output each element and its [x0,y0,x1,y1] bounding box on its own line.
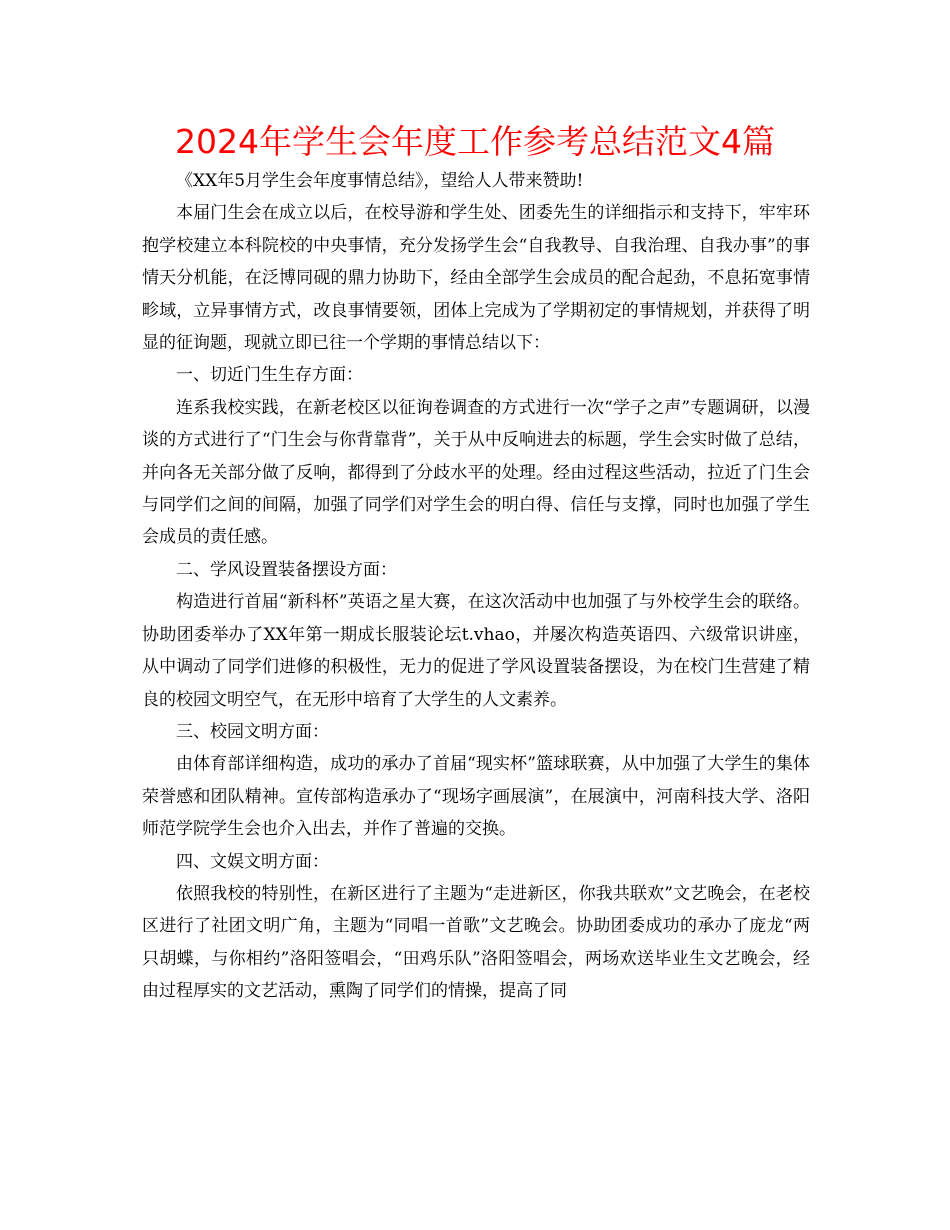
paragraph-overview: 本届门生会在成立以后，在校导游和学生处、团委先生的详细指示和支持下，牢牢环抱学校建立本科院校的中央事情，充分发扬学生会“自我教导、自我治理、自我办事”的事情天分机能，在泛博同砚的鼎力协助下，经由全部学生会成员的配合起劲，不息拓宽事情畛域，立异事情方式，改良事情要领，团体上完成为了学期初定的事情规划，并获得了明显的征询题，现就立即已往一个学期的事情总结以下： [142,203,810,354]
section-heading-student-life: 一、切近门生生存方面： [176,365,363,386]
section-heading-study-style: 二、学风设置装备摆设方面： [176,559,397,580]
section-heading-campus-culture: 三、校园文明方面： [176,721,329,742]
paragraph-study-style: 构造进行首届“新科杯”英语之星大赛，在这次活动中也加强了与外校学生会的联络。协助团委举办了XX年第一期成长服装论坛t.vhao，并屡次构造英语四、六级常识讲座，从中调动了同学们进修的积极性，无力的促进了学风设置装备摆设，为在校门生营建了精良的校园文明空气，在无形中培育了大学生的人文素养。 [142,592,810,710]
paragraph-student-life: 连系我校实践，在新老校区以征询卷调查的方式进行一次“学子之声”专题调研，以漫谈的方式进行了“门生会与你背靠背”，关于从中反响进去的标题，学生会实时做了总结，并向各无关部分做了反响，都得到了分歧水平的处理。经由过程这些活动，拉近了门生会与同学们之间的间隔，加强了同学们对学生会的明白得、信任与支撑，同时也加强了学生会成员的责任感。 [142,397,810,548]
section-heading-entertainment: 四、文娱文明方面： [176,851,329,872]
paragraph-intro: 《XX年5月学生会年度事情总结》，望给人人带来赞助! [176,171,584,191]
document-title: 2024年学生会年度工作参考总结范文4篇 [175,122,775,161]
paragraph-entertainment: 依照我校的特别性，在新区进行了主题为“走进新区，你我共联欢”文艺晚会，在老校区进行了社团文明广角，主题为“同唱一首歌”文艺晚会。协助团委成功的承办了庞龙“两只胡蝶，与你相约”洛阳签唱会，“田鸡乐队”洛阳签唱会，两场欢送毕业生文艺晚会，经由过程厚实的文艺活动，熏陶了同学们的情操，提高了同 [142,883,810,1002]
document-body [142,165,810,1008]
paragraph-campus-culture: 由体育部详细构造，成功的承办了首届“现实杯”篮球联赛，从中加强了大学生的集体荣誉感和团队精神。宣传部构造承办了“现场字画展演”，在展演中，河南科技大学、洛阳师范学院学生会也介入出去，并作了普遍的交换。 [142,754,810,840]
